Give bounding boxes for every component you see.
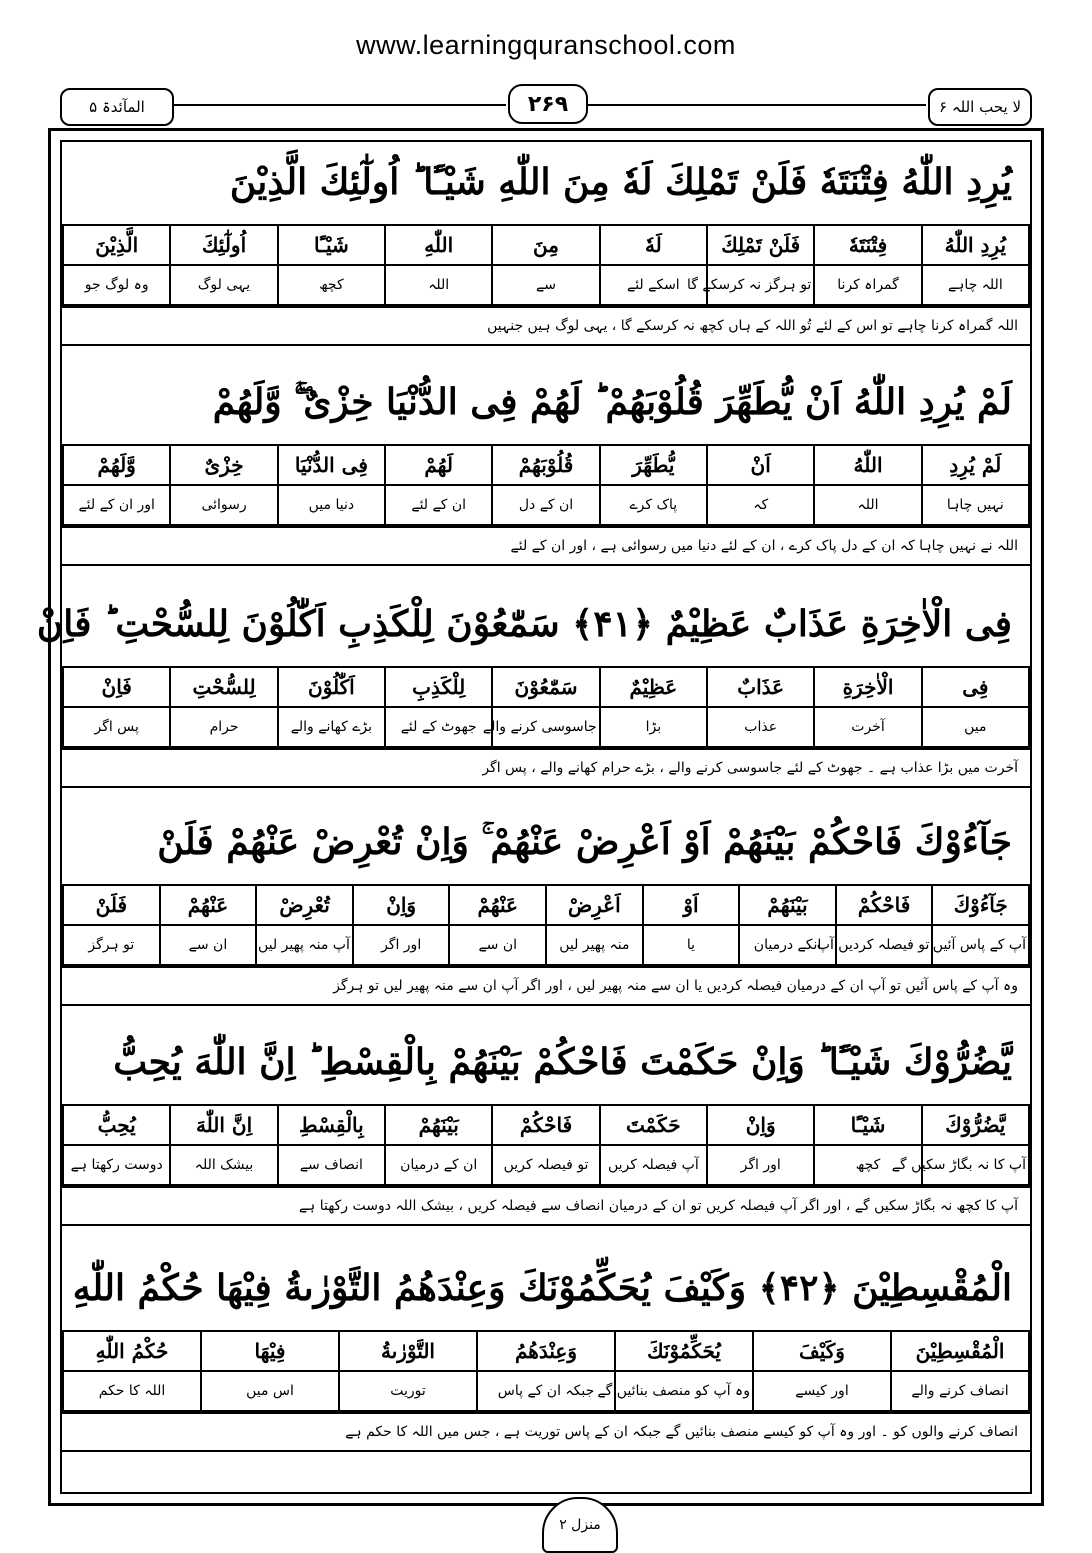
arabic-word: الْمُقْسِطِيْنَ — [891, 1331, 1029, 1371]
urdu-meaning: جاسوسی کرنے والے — [492, 707, 599, 747]
arabic-word: اَكّٰلُوْنَ — [278, 667, 385, 707]
verse-line: الْمُقْسِطِيْنَ ﴿۴۲﴾ وَكَيْفَ يُحَكِّمُوْنَكَ وَعِنْدَهُمُ التَّوْرٰىةُ فِيْهَا حُكْمُ اللّٰهِ — [72, 1267, 1012, 1309]
urdu-meaning: ان سے — [449, 925, 546, 965]
arabic-words-row — [63, 885, 1029, 925]
urdu-meaning: اللہ کا حکم — [63, 1371, 201, 1411]
verse-line: لَمْ يُرِدِ اللّٰهُ اَنْ يُّطَهِّرَ قُلُوْبَهُمْ ؕ لَهُمْ فِى الدُّنْيَا خِزْىٌ ۖۚ وَّلَهُمْ — [212, 380, 1012, 423]
urdu-meaning: پس اگر — [63, 707, 170, 747]
urdu-meanings-row — [63, 707, 1029, 747]
urdu-meaning: بڑے کھانے والے — [278, 707, 385, 747]
urdu-meaning: ان سے — [160, 925, 257, 965]
arabic-words-row — [63, 1105, 1029, 1145]
verse-line: يَّضُرُّوْكَ شَيْـًٔا ؕ وَاِنْ حَكَمْتَ فَاحْكُمْ بَيْنَهُمْ بِالْقِسْطِ ؕ اِنَّ اللّٰهَ يُحِبُّ — [113, 1041, 1012, 1083]
urdu-meaning: وہ لوگ جو — [63, 265, 170, 305]
urdu-meaning: اللہ — [385, 265, 492, 305]
arabic-word: سَمّٰعُوْنَ — [492, 667, 599, 707]
word-table — [62, 1330, 1030, 1412]
arabic-word: عَنْهُمْ — [449, 885, 546, 925]
urdu-translation: اللہ نے نہیں چاہا کہ ان کے دل پاک کرے ، ان کے لئے دنیا میں رسوائی ہے ، اور ان کے لئے — [62, 526, 1030, 566]
arabic-word: وَعِنْدَهُمُ — [477, 1331, 615, 1371]
urdu-meaning: دوست رکھتا ہے — [63, 1145, 170, 1185]
word-table — [62, 884, 1030, 966]
arabic-word: فِتْنَتَهٗ — [814, 225, 921, 265]
arabic-word: مِنَ — [492, 225, 599, 265]
verse-line: جَآءُوْكَ فَاحْكُمْ بَيْنَهُمْ اَوْ اَعْرِضْ عَنْهُمْ ۚ وَاِنْ تُعْرِضْ عَنْهُمْ فَلَنْ — [157, 820, 1012, 863]
urdu-meaning: بیشک اللہ — [170, 1145, 277, 1185]
arabic-word: لَمْ يُرِدِ — [922, 445, 1029, 485]
urdu-meaning: اللہ — [814, 485, 921, 525]
urdu-meaning: عذاب — [707, 707, 814, 747]
arabic-word: اِنَّ اللّٰهَ — [170, 1105, 277, 1145]
urdu-meaning: کچھ — [278, 265, 385, 305]
urdu-translation: انصاف کرنے والوں کو ۔ اور وہ آپ کو کیسے منصف بنائیں گے جبکہ ان کے پاس توریت ہے ، جس میں اللہ کا حکم ہے — [62, 1412, 1030, 1452]
urdu-translation: آپ کا کچھ نہ بگاڑ سکیں گے ، اور اگر آپ فیصلہ کریں تو ان کے درمیان انصاف سے فیصلہ کریں ، بیشک اللہ دوست رکھتا ہے — [62, 1186, 1030, 1226]
urdu-meaning: یہی لوگ — [170, 265, 277, 305]
urdu-meaning: منہ پھیر لیں — [546, 925, 643, 965]
verse-line: يُرِدِ اللّٰهُ فِتْنَتَهٗ فَلَنْ تَمْلِكَ لَهٗ مِنَ اللّٰهِ شَيْـًٔا ؕ اُولٰٓئِكَ الَّذِيْنَ — [229, 161, 1012, 203]
arabic-word: فِى — [922, 667, 1029, 707]
urdu-meaning: تو فیصلہ کریں — [492, 1145, 599, 1185]
arabic-word: الَّذِيْنَ — [63, 225, 170, 265]
urdu-meaning: آپ کا نہ بگاڑ سکیں گے — [922, 1145, 1029, 1185]
urdu-meaning: اور اگر — [353, 925, 450, 965]
surah-label: المآئدۃ ۵ — [60, 88, 174, 126]
arabic-word: فَلَنْ تَمْلِكَ — [707, 225, 814, 265]
arabic-word: فَاحْكُمْ — [836, 885, 933, 925]
juz-label: لا یحب اللہ ۶ — [928, 88, 1032, 126]
urdu-meaning: میں — [922, 707, 1029, 747]
urdu-meaning: آخرت — [814, 707, 921, 747]
urdu-meaning: ان کے لئے — [385, 485, 492, 525]
arabic-word: بَيْنَهُمْ — [739, 885, 836, 925]
page-content — [36, 142, 1030, 1492]
urdu-meaning: دنیا میں — [278, 485, 385, 525]
urdu-meaning: کچھ — [814, 1145, 921, 1185]
manzil-marker: منزل ۲ — [542, 1497, 618, 1553]
urdu-meaning: تو فیصلہ کردیں آپ — [836, 925, 933, 965]
arabic-word: بِالْقِسْطِ — [278, 1105, 385, 1145]
urdu-meaning: نہیں چاہا — [922, 485, 1029, 525]
urdu-meaning: انکے درمیان — [739, 925, 836, 965]
urdu-meaning: اسکے لئے — [600, 265, 707, 305]
urdu-meanings-row — [63, 1145, 1029, 1185]
arabic-word: اَوْ — [643, 885, 740, 925]
arabic-word: قُلُوْبَهُمْ — [492, 445, 599, 485]
arabic-word: تُعْرِضْ — [256, 885, 353, 925]
arabic-word: يُرِدِ اللّٰهُ — [922, 225, 1029, 265]
urdu-translation: آخرت میں بڑا عذاب ہے ۔ جھوٹ کے لئے جاسوسی کرنے والے ، بڑے حرام کھانے والے ، پس اگر — [62, 748, 1030, 788]
urdu-meaning: آپ منہ پھیر لیں — [256, 925, 353, 965]
word-table — [62, 1104, 1030, 1186]
urdu-meaning: بڑا — [600, 707, 707, 747]
arabic-word: عَنْهُمْ — [160, 885, 257, 925]
arabic-word: حُكْمُ اللّٰهِ — [63, 1331, 201, 1371]
urdu-translation: اللہ گمراہ کرنا چاہے تو اس کے لئے تُو اللہ کے ہاں کچھ نہ کرسکے گا ، یہی لوگ ہیں جنہیں — [62, 306, 1030, 346]
urdu-meaning: جھوٹ کے لئے — [385, 707, 492, 747]
arabic-word: وَاِنْ — [707, 1105, 814, 1145]
arabic-word: وَكَيْفَ — [753, 1331, 891, 1371]
verse-line: فِى الْاٰخِرَةِ عَذَابٌ عَظِيْمٌ ﴿۴۱﴾ سَمّٰعُوْنَ لِلْكَذِبِ اَكّٰلُوْنَ لِلسُّحْتِ ؕ فَاِنْ — [36, 603, 1012, 645]
arabic-word: بَيْنَهُمْ — [385, 1105, 492, 1145]
urdu-meanings-row — [63, 925, 1029, 965]
arabic-words-row — [63, 445, 1029, 485]
urdu-meanings-row — [63, 485, 1029, 525]
arabic-word: اللّٰهُ — [814, 445, 921, 485]
arabic-word: حَكَمْتَ — [600, 1105, 707, 1145]
header-rule-right — [586, 104, 926, 106]
urdu-meaning: تو ہرگز نہ کرسکے گا — [707, 265, 814, 305]
word-table — [62, 444, 1030, 526]
arabic-word: عَذَابٌ — [707, 667, 814, 707]
urdu-meaning: انصاف سے — [278, 1145, 385, 1185]
arabic-word: الْاٰخِرَةِ — [814, 667, 921, 707]
arabic-word: يُحَكِّمُوْنَكَ — [615, 1331, 753, 1371]
arabic-word: التَّوْرٰىةُ — [339, 1331, 477, 1371]
arabic-word: شَيْـًٔا — [814, 1105, 921, 1145]
arabic-word: يُّطَهِّرَ — [600, 445, 707, 485]
arabic-word: يُحِبُّ — [63, 1105, 170, 1145]
arabic-word: اللّٰهِ — [385, 225, 492, 265]
urdu-meaning: حرام — [170, 707, 277, 747]
arabic-words-row — [63, 1331, 1029, 1371]
arabic-word: فِى الدُّنْيَا — [278, 445, 385, 485]
urdu-meaning: اور اگر — [707, 1145, 814, 1185]
urdu-meaning: توریت — [339, 1371, 477, 1411]
arabic-word: لَهُمْ — [385, 445, 492, 485]
arabic-word: شَيْـًٔا — [278, 225, 385, 265]
header-rule-left — [172, 104, 506, 106]
urdu-meanings-row — [63, 1371, 1029, 1411]
urdu-meaning: اور ان کے لئے — [63, 485, 170, 525]
arabic-word: فَاحْكُمْ — [492, 1105, 599, 1145]
arabic-word: وَاِنْ — [353, 885, 450, 925]
page-number: ۲۶۹ — [508, 84, 588, 124]
urdu-meaning: وہ آپ کو منصف بنائیں گے — [615, 1371, 753, 1411]
urdu-translation: وہ آپ کے پاس آئیں تو آپ ان کے درمیان فیصلہ کردیں یا ان سے منہ پھیر لیں ، اور اگر آپ ان سے منہ پھیر لیں تو ہرگز — [62, 966, 1030, 1006]
arabic-word: اَعْرِضْ — [546, 885, 643, 925]
urdu-meaning: اور کیسے — [753, 1371, 891, 1411]
urdu-meaning: انصاف کرنے والے — [891, 1371, 1029, 1411]
arabic-word: لِلْكَذِبِ — [385, 667, 492, 707]
arabic-word: عَظِيْمٌ — [600, 667, 707, 707]
word-table — [62, 666, 1030, 748]
arabic-word: يَّضُرُّوْكَ — [922, 1105, 1029, 1145]
urdu-meaning: جبکہ ان کے پاس — [477, 1371, 615, 1411]
urdu-meaning: یا — [643, 925, 740, 965]
urdu-meaning: اس میں — [201, 1371, 339, 1411]
urdu-meaning: آپ فیصلہ کریں — [600, 1145, 707, 1185]
arabic-words-row — [63, 667, 1029, 707]
urdu-meaning: سے — [492, 265, 599, 305]
arabic-word: وَّلَهُمْ — [63, 445, 170, 485]
urdu-meaning: ان کے درمیان — [385, 1145, 492, 1185]
arabic-word: لَهٗ — [600, 225, 707, 265]
arabic-word: لِلسُّحْتِ — [170, 667, 277, 707]
arabic-word: فَلَنْ — [63, 885, 160, 925]
site-url: www.learningquranschool.com — [356, 30, 736, 60]
urdu-meaning: اللہ چاہے — [922, 265, 1029, 305]
arabic-word: خِزْىٌ — [170, 445, 277, 485]
arabic-word: جَآءُوْكَ — [932, 885, 1029, 925]
urdu-meaning: پاک کرے — [600, 485, 707, 525]
arabic-word: اُولٰٓئِكَ — [170, 225, 277, 265]
arabic-words-row — [63, 225, 1029, 265]
arabic-word: فَاِنْ — [63, 667, 170, 707]
urdu-meaning: کہ — [707, 485, 814, 525]
arabic-word: فِيْهَا — [201, 1331, 339, 1371]
urdu-meaning: گمراہ کرنا — [814, 265, 921, 305]
urdu-meanings-row — [63, 265, 1029, 305]
arabic-word: اَنْ — [707, 445, 814, 485]
urdu-meaning: رسوائی — [170, 485, 277, 525]
urdu-meaning: تو ہرگز — [63, 925, 160, 965]
urdu-meaning: ان کے دل — [492, 485, 599, 525]
word-table — [62, 224, 1030, 306]
urdu-meaning: آپ کے پاس آئیں — [932, 925, 1029, 965]
